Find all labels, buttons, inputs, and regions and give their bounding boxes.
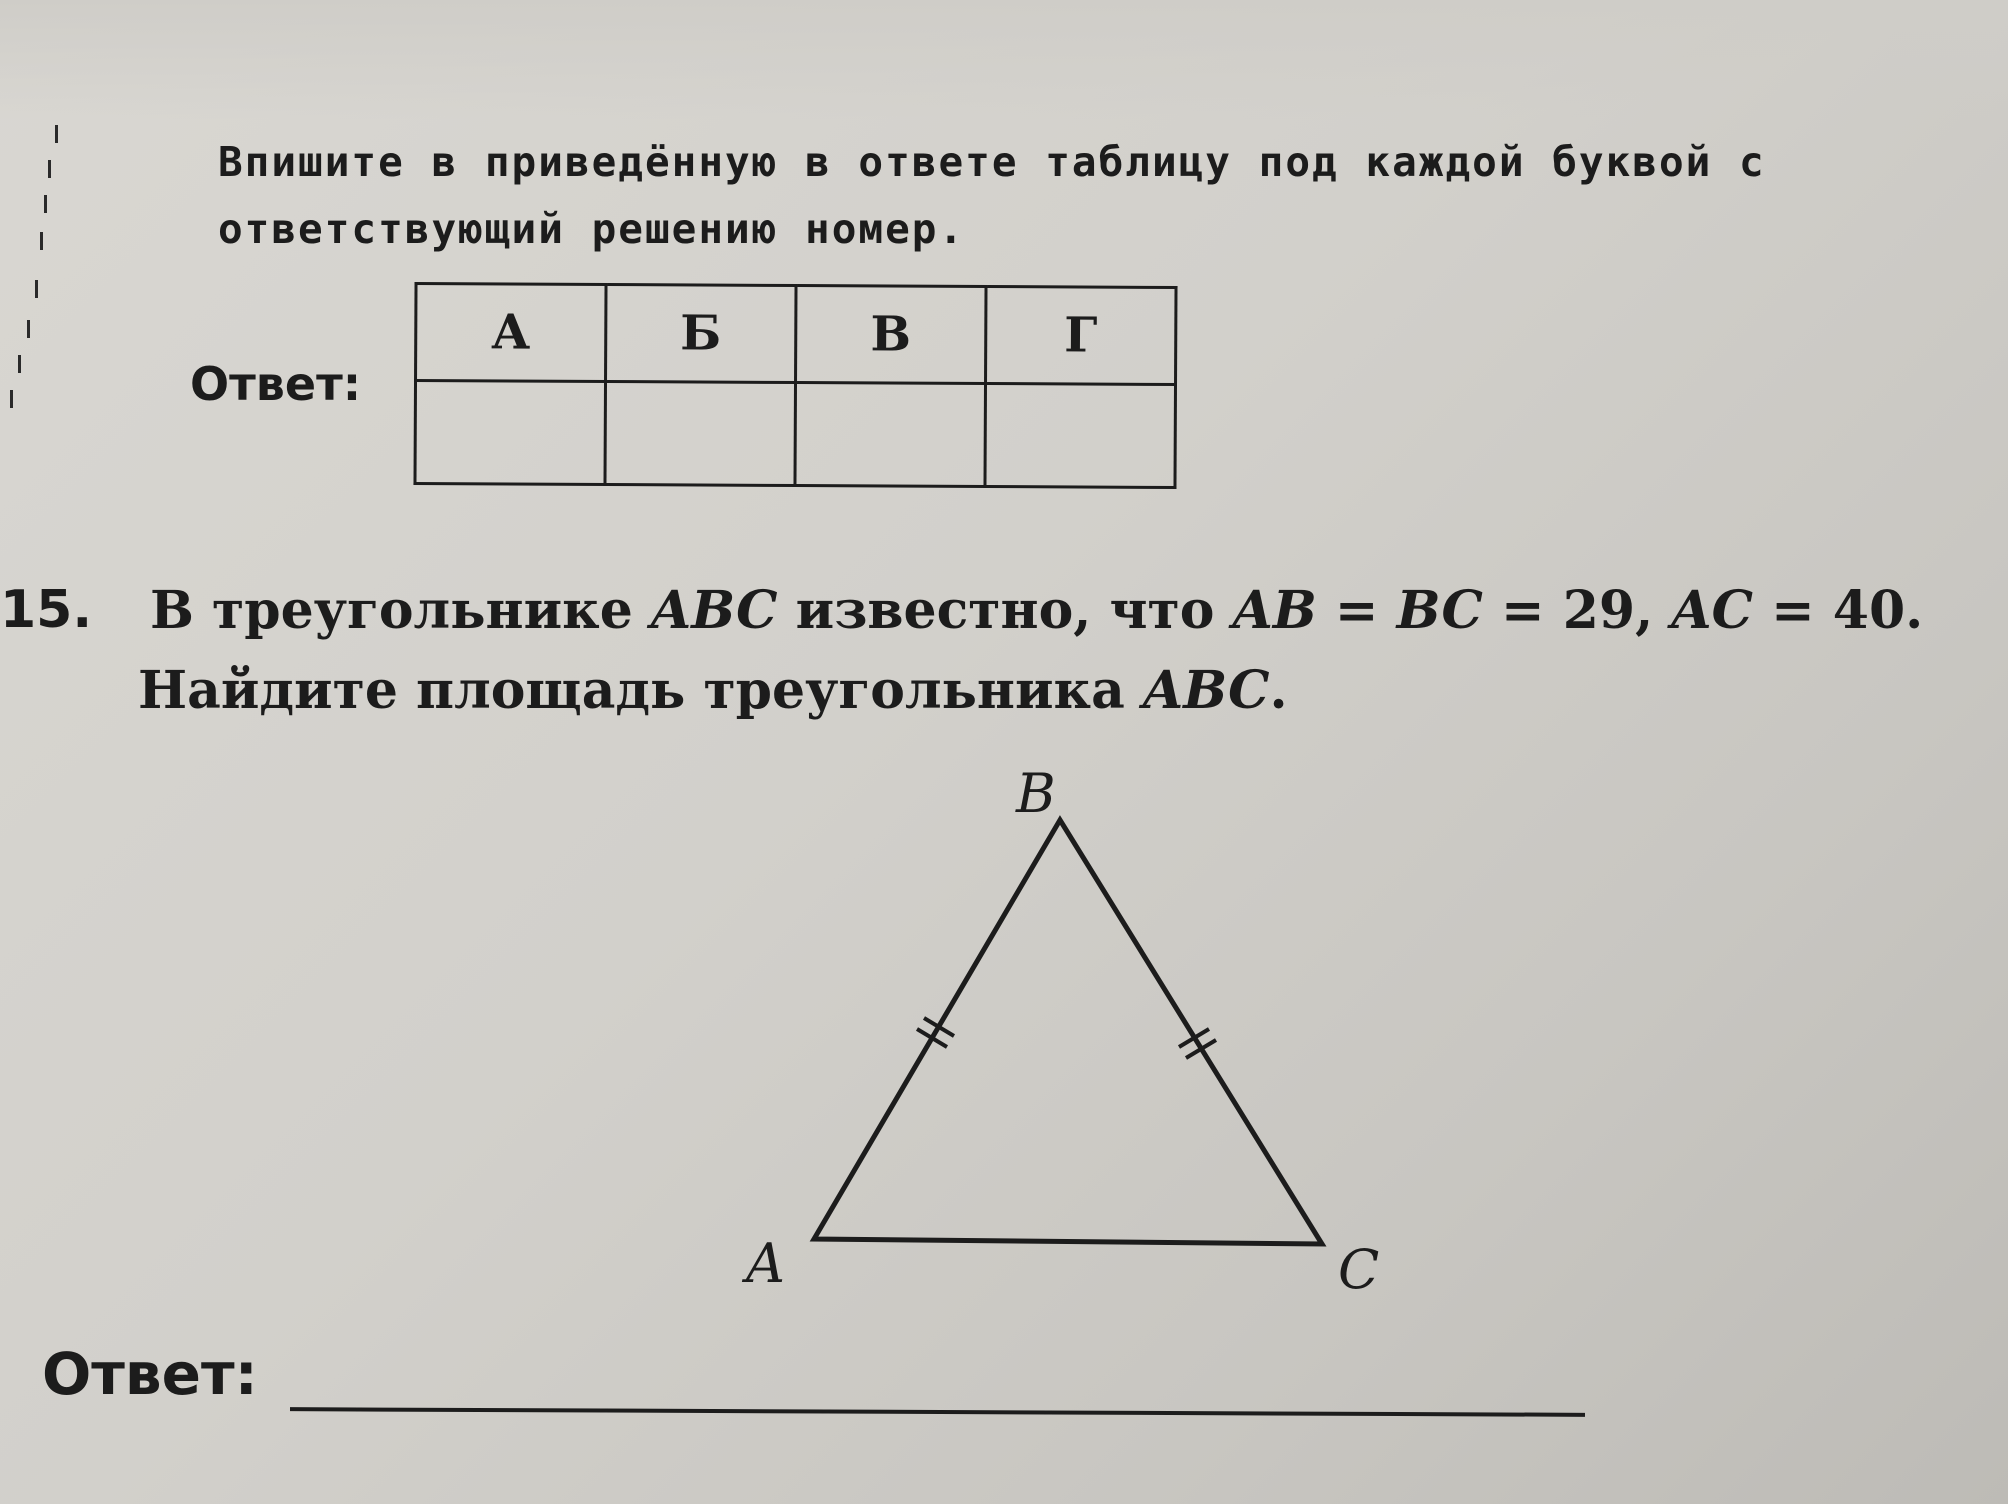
text-part: ABC xyxy=(1142,660,1270,721)
final-answer-label: Ответ: xyxy=(42,1340,258,1408)
table-header-cell: А xyxy=(416,284,607,382)
problem-number: 15. xyxy=(0,580,93,640)
text-part: BC xyxy=(1396,580,1483,641)
text-part: = xyxy=(1316,580,1397,641)
table-header-cell: Г xyxy=(986,286,1177,384)
vertex-label-c: C xyxy=(1338,1238,1380,1301)
table-header-cell: Б xyxy=(606,285,797,383)
vertex-label-b: B xyxy=(1016,762,1056,825)
instruction-line-1: Впишите в приведённую в ответе таблицу под каждой буквой с xyxy=(218,138,1766,186)
text-part: Найдите площадь треугольника xyxy=(138,660,1143,721)
text-part: AB xyxy=(1232,580,1317,641)
vertex-label-a: A xyxy=(746,1232,785,1295)
table-header-cell: В xyxy=(796,286,987,384)
text-part: = 29, xyxy=(1482,580,1672,641)
table-answer-label: Ответ: xyxy=(190,357,362,411)
text-part: = 40. xyxy=(1753,580,1924,641)
text-part: В треугольнике xyxy=(150,580,651,641)
triangle-abc xyxy=(814,820,1322,1244)
text-part: . xyxy=(1269,660,1288,721)
text-part: ABC xyxy=(650,580,778,641)
text-part: AC xyxy=(1671,580,1754,641)
text-part: известно, что xyxy=(777,580,1233,641)
instruction-line-2: ответствующий решению номер. xyxy=(218,205,966,253)
